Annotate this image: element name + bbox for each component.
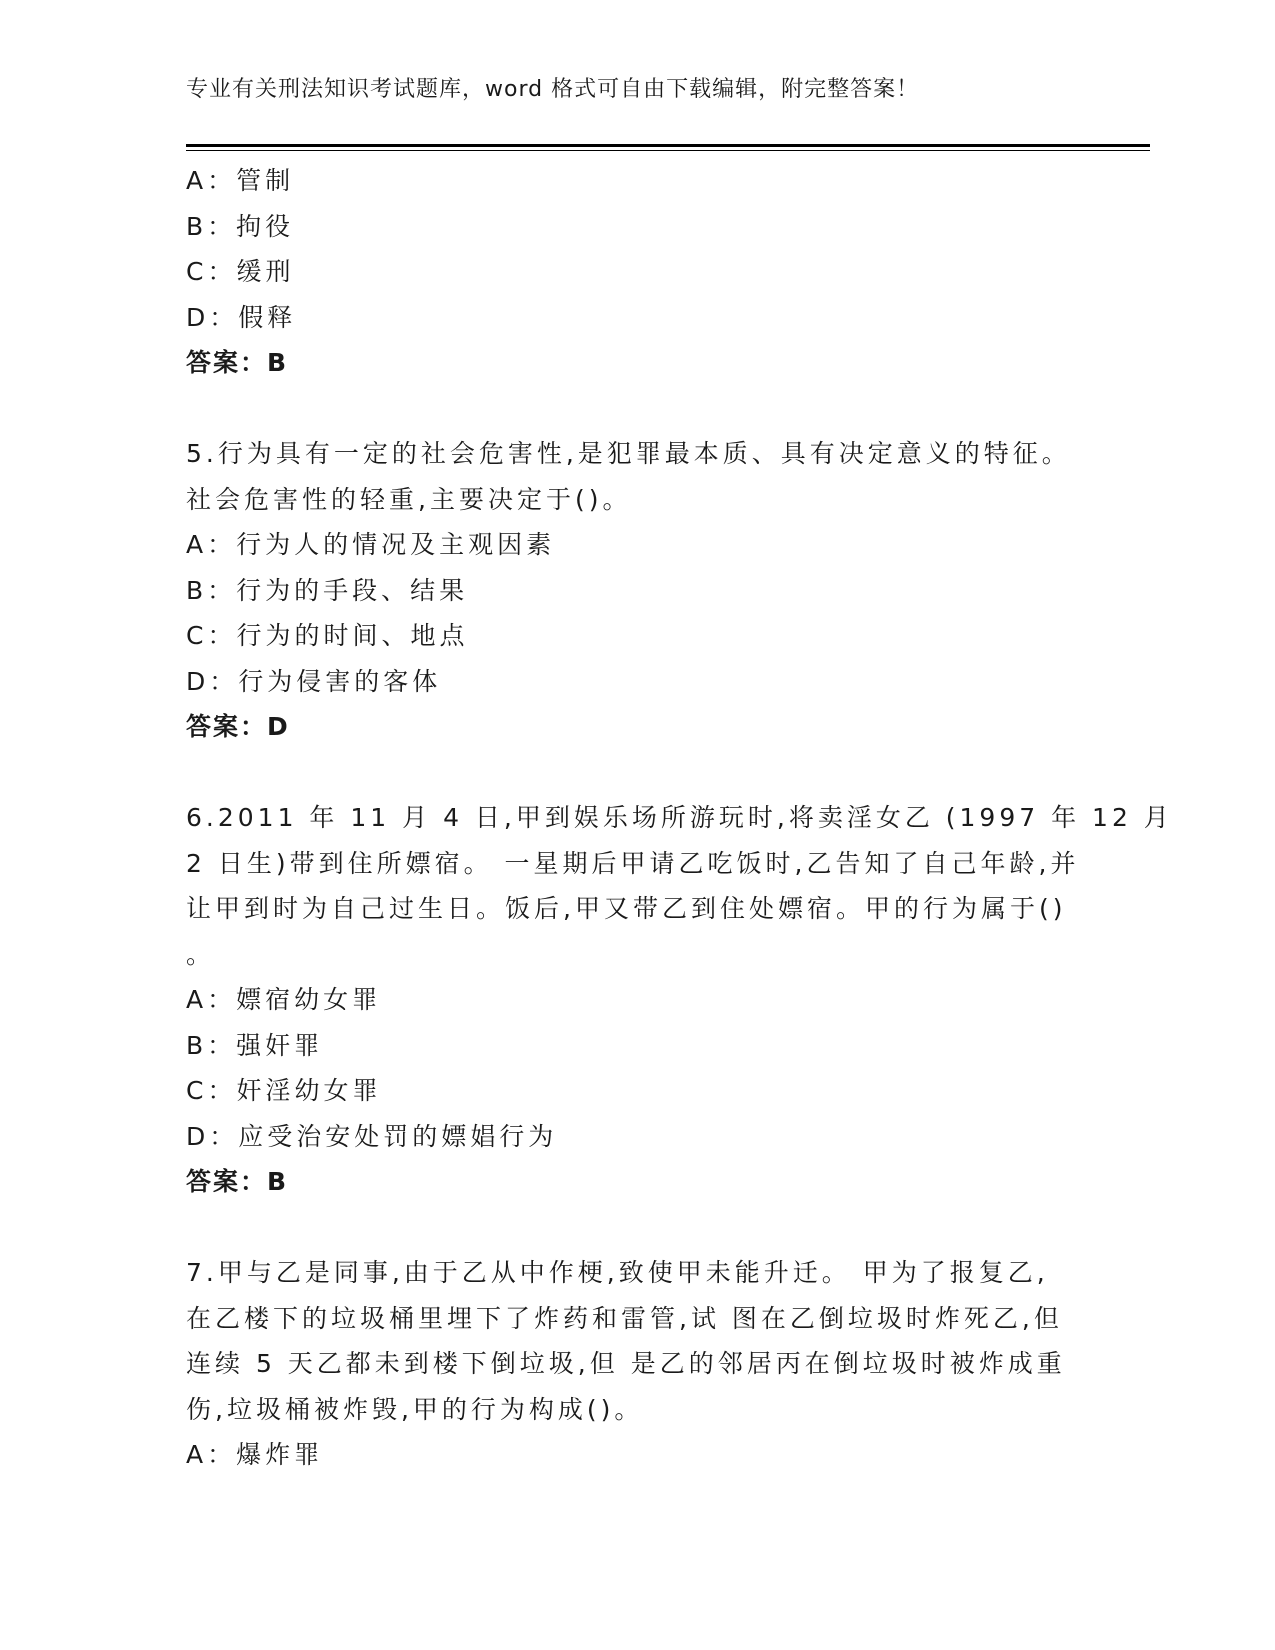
question-text-line: 在乙楼下的垃圾桶里埋下了炸药和雷管,试 图在乙倒垃圾时炸死乙,但 (186, 1303, 1063, 1333)
question-text-line: 让甲到时为自己过生日。饭后,甲又带乙到住处嫖宿。甲的行为属于() (186, 894, 1067, 923)
question-text-line: 伤,垃圾桶被炸毁,甲的行为构成()。 (186, 1394, 644, 1424)
question-5 (186, 431, 1086, 750)
answer: 答案：B (186, 348, 289, 377)
spacer (186, 386, 1086, 432)
answer: 答案：D (186, 712, 290, 741)
option-d: D：应受治安处罚的嫖娼行为 (186, 1121, 558, 1151)
option-d: D：假释 (186, 302, 297, 332)
question-4 (186, 158, 1086, 386)
option-c: C：缓刑 (186, 257, 295, 286)
question-text-line: 5.行为具有一定的社会危害性,是犯罪最本质、具有决定意义的特征。 (186, 439, 1071, 468)
header-rule-thin (186, 150, 1150, 151)
option-b: B：强奸罪 (186, 1030, 324, 1060)
spacer (186, 750, 1086, 796)
question-6 (186, 795, 1173, 1205)
question-text-line: 2 日生)带到住所嫖宿。 一星期后甲请乙吃饭时,乙告知了自己年龄,并 (186, 848, 1080, 878)
question-content (186, 158, 1173, 1478)
question-text-line: 7.甲与乙是同事,由于乙从中作梗,致使甲未能升迁。 甲为了报复乙, (186, 1258, 1049, 1287)
option-b: B：行为的手段、结果 (186, 575, 469, 605)
spacer (186, 1205, 1086, 1251)
question-text-line: 社会危害性的轻重,主要决定于()。 (186, 484, 632, 514)
option-a: A：嫖宿幼女罪 (186, 985, 382, 1014)
page-header: 专业有关刑法知识考试题库，word 格式可自由下载编辑，附完整答案！ (186, 77, 920, 102)
option-a: A：管制 (186, 166, 295, 195)
question-7 (186, 1250, 1086, 1478)
option-a: A：爆炸罪 (186, 1440, 324, 1469)
header-rule-thick (186, 144, 1150, 147)
option-b: B：拘役 (186, 211, 295, 241)
answer: 答案：B (186, 1167, 289, 1196)
option-d: D：行为侵害的客体 (186, 666, 442, 696)
question-text-line: 。 (186, 939, 216, 969)
question-text-line: 连续 5 天乙都未到楼下倒垃圾,但 是乙的邻居丙在倒垃圾时被炸成重 (186, 1349, 1066, 1378)
question-text-line: 6.2011 年 11 月 4 日,甲到娱乐场所游玩时,将卖淫女乙 (1997 年 12 月 (186, 803, 1173, 832)
option-a: A：行为人的情况及主观因素 (186, 530, 556, 559)
option-c: C：奸淫幼女罪 (186, 1076, 382, 1105)
option-c: C：行为的时间、地点 (186, 621, 469, 650)
